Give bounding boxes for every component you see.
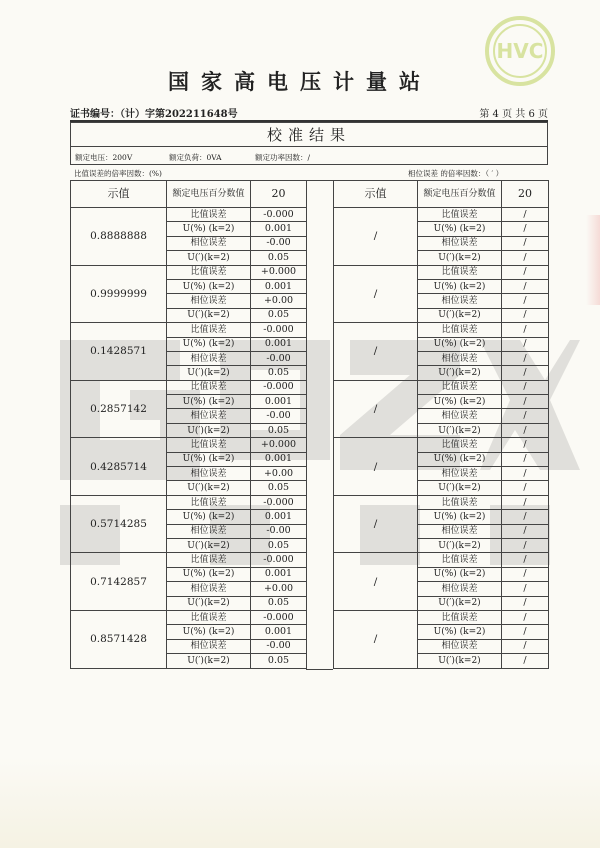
uncertainty-percent-value: 0.001 <box>251 222 307 236</box>
indication-value: 0.1428571 <box>71 323 167 381</box>
phase-multiplier: 相位误差 的倍率因数：（ ′ ） <box>408 169 504 178</box>
table-row <box>71 265 307 279</box>
page-bottom-shading <box>0 758 600 848</box>
phase-error-value: / <box>502 582 549 596</box>
phase-error-value: -0.00 <box>251 409 307 423</box>
uncertainty-minute-value: 0.05 <box>251 366 307 380</box>
phase-error-label: 相位误差 <box>418 294 502 308</box>
indication-value: / <box>334 380 418 438</box>
results-table-right <box>333 180 549 669</box>
indication-value: 0.5714285 <box>71 495 167 553</box>
table-row <box>71 380 307 394</box>
table-row <box>334 380 549 394</box>
ratio-error-value: +0.000 <box>251 438 307 452</box>
uncertainty-percent-value: 0.001 <box>251 625 307 639</box>
indication-value: / <box>334 208 418 266</box>
indication-value: 0.9999999 <box>71 265 167 323</box>
table-row <box>71 208 307 222</box>
ratio-error-value: / <box>502 380 549 394</box>
table-row <box>334 495 549 509</box>
phase-error-label: 相位误差 <box>167 582 251 596</box>
uncertainty-minute-value: 0.05 <box>251 654 307 668</box>
phase-error-value: / <box>502 351 549 365</box>
uncertainty-percent-label: U(%) (k=2) <box>418 395 502 409</box>
table-row <box>71 323 307 337</box>
ratio-error-label: 比值误差 <box>167 323 251 337</box>
indication-value: / <box>334 323 418 381</box>
uncertainty-minute-value: / <box>502 481 549 495</box>
uncertainty-percent-value: / <box>502 452 549 466</box>
multiplier-row <box>70 166 548 179</box>
phase-error-label: 相位误差 <box>167 294 251 308</box>
table-row <box>334 553 549 567</box>
ratio-error-value: -0.000 <box>251 323 307 337</box>
rated-voltage: 额定电压：200V <box>75 153 133 162</box>
ratio-error-value: -0.000 <box>251 495 307 509</box>
phase-error-label: 相位误差 <box>418 582 502 596</box>
indication-header: 示值 <box>71 181 167 208</box>
table-row <box>334 208 549 222</box>
uncertainty-minute-label: U(′)(k=2) <box>418 308 502 322</box>
uncertainty-percent-value: / <box>502 337 549 351</box>
phase-error-value: / <box>502 294 549 308</box>
phase-error-label: 相位误差 <box>418 639 502 653</box>
phase-error-label: 相位误差 <box>418 351 502 365</box>
ratio-error-label: 比值误差 <box>418 208 502 222</box>
indication-value: / <box>334 265 418 323</box>
phase-error-value: -0.00 <box>251 639 307 653</box>
phase-error-label: 相位误差 <box>167 409 251 423</box>
ratio-error-label: 比值误差 <box>167 553 251 567</box>
ratio-error-label: 比值误差 <box>167 380 251 394</box>
ratio-error-value: / <box>502 323 549 337</box>
uncertainty-percent-label: U(%) (k=2) <box>167 222 251 236</box>
table-row <box>334 438 549 452</box>
uncertainty-minute-label: U(′)(k=2) <box>418 423 502 437</box>
ratio-error-label: 比值误差 <box>418 323 502 337</box>
phase-error-value: +0.00 <box>251 467 307 481</box>
page-indicator: 第 4 页 共 6 页 <box>479 109 548 120</box>
phase-error-label: 相位误差 <box>167 351 251 365</box>
uncertainty-minute-label: U(′)(k=2) <box>418 251 502 265</box>
ratio-error-label: 比值误差 <box>167 208 251 222</box>
uncertainty-percent-value: 0.001 <box>251 337 307 351</box>
ratio-error-value: -0.000 <box>251 208 307 222</box>
phase-error-value: / <box>502 409 549 423</box>
phase-error-label: 相位误差 <box>167 236 251 250</box>
uncertainty-minute-label: U(′)(k=2) <box>418 654 502 668</box>
uncertainty-minute-value: / <box>502 366 549 380</box>
phase-error-value: -0.00 <box>251 351 307 365</box>
phase-error-value: +0.00 <box>251 294 307 308</box>
phase-error-label: 相位误差 <box>418 236 502 250</box>
ratio-error-label: 比值误差 <box>167 265 251 279</box>
section-title: 校准结果 <box>70 122 548 146</box>
table-row <box>334 323 549 337</box>
uncertainty-percent-label: U(%) (k=2) <box>167 337 251 351</box>
uncertainty-minute-value: 0.05 <box>251 481 307 495</box>
table-gap <box>306 180 333 670</box>
rated-burden: 额定负荷：0VA <box>169 153 222 162</box>
percent-20-header: 20 <box>251 181 307 208</box>
ratio-error-value: / <box>502 208 549 222</box>
ratio-error-label: 比值误差 <box>167 495 251 509</box>
uncertainty-minute-value: / <box>502 654 549 668</box>
ratio-error-value: -0.000 <box>251 553 307 567</box>
uncertainty-percent-label: U(%) (k=2) <box>167 279 251 293</box>
phase-error-label: 相位误差 <box>418 467 502 481</box>
indication-value: 0.8571428 <box>71 610 167 668</box>
ratio-error-value: / <box>502 265 549 279</box>
uncertainty-percent-value: 0.001 <box>251 510 307 524</box>
uncertainty-percent-label: U(%) (k=2) <box>418 279 502 293</box>
percent-header: 额定电压百分数值 <box>418 181 502 208</box>
table-row <box>71 495 307 509</box>
table-row <box>71 438 307 452</box>
phase-error-label: 相位误差 <box>418 409 502 423</box>
uncertainty-minute-label: U(′)(k=2) <box>167 423 251 437</box>
indication-value: 0.8888888 <box>71 208 167 266</box>
uncertainty-percent-value: / <box>502 222 549 236</box>
uncertainty-percent-label: U(%) (k=2) <box>167 395 251 409</box>
uncertainty-minute-label: U(′)(k=2) <box>167 654 251 668</box>
uncertainty-percent-value: 0.001 <box>251 567 307 581</box>
uncertainty-minute-label: U(′)(k=2) <box>167 538 251 552</box>
indication-value: / <box>334 553 418 611</box>
indication-value: / <box>334 495 418 553</box>
uncertainty-minute-value: / <box>502 538 549 552</box>
indication-value: 0.7142857 <box>71 553 167 611</box>
uncertainty-percent-label: U(%) (k=2) <box>418 510 502 524</box>
organization-title: 国家高电压计量站 <box>168 69 432 94</box>
uncertainty-minute-value: 0.05 <box>251 423 307 437</box>
table-row <box>71 553 307 567</box>
uncertainty-percent-label: U(%) (k=2) <box>167 510 251 524</box>
phase-error-value: -0.00 <box>251 524 307 538</box>
rated-parameters <box>70 146 548 165</box>
ratio-multiplier: 比值误差的倍率因数：(%) <box>74 169 162 178</box>
phase-error-label: 相位误差 <box>167 467 251 481</box>
uncertainty-minute-label: U(′)(k=2) <box>167 481 251 495</box>
ratio-error-value: / <box>502 438 549 452</box>
ratio-error-label: 比值误差 <box>418 495 502 509</box>
ratio-error-value: -0.000 <box>251 380 307 394</box>
ratio-error-label: 比值误差 <box>418 265 502 279</box>
uncertainty-percent-value: 0.001 <box>251 395 307 409</box>
ratio-error-value: / <box>502 553 549 567</box>
header-row <box>334 181 549 208</box>
uncertainty-minute-label: U(′)(k=2) <box>167 366 251 380</box>
uncertainty-percent-label: U(%) (k=2) <box>167 452 251 466</box>
uncertainty-minute-label: U(′)(k=2) <box>418 596 502 610</box>
ratio-error-label: 比值误差 <box>418 380 502 394</box>
uncertainty-minute-value: / <box>502 596 549 610</box>
uncertainty-percent-value: / <box>502 567 549 581</box>
table-row <box>71 610 307 624</box>
phase-error-value: +0.00 <box>251 582 307 596</box>
phase-error-label: 相位误差 <box>167 524 251 538</box>
phase-error-label: 相位误差 <box>418 524 502 538</box>
uncertainty-minute-label: U(′)(k=2) <box>418 538 502 552</box>
ratio-error-label: 比值误差 <box>418 438 502 452</box>
percent-header: 额定电压百分数值 <box>167 181 251 208</box>
certificate-line <box>70 104 548 122</box>
indication-value: 0.2857142 <box>71 380 167 438</box>
table-row <box>334 265 549 279</box>
uncertainty-minute-label: U(′)(k=2) <box>418 366 502 380</box>
uncertainty-percent-value: / <box>502 395 549 409</box>
indication-value: / <box>334 610 418 668</box>
uncertainty-percent-label: U(%) (k=2) <box>418 567 502 581</box>
rated-power-factor: 额定功率因数：/ <box>255 153 311 162</box>
phase-error-value: -0.00 <box>251 236 307 250</box>
uncertainty-minute-value: 0.05 <box>251 596 307 610</box>
ratio-error-label: 比值误差 <box>167 610 251 624</box>
uncertainty-percent-label: U(%) (k=2) <box>167 625 251 639</box>
ratio-error-value: +0.000 <box>251 265 307 279</box>
uncertainty-minute-label: U(′)(k=2) <box>418 481 502 495</box>
uncertainty-minute-value: 0.05 <box>251 538 307 552</box>
certificate-number: 证书编号：（计）字第202211648号 <box>70 109 238 120</box>
uncertainty-minute-label: U(′)(k=2) <box>167 251 251 265</box>
ratio-error-value: / <box>502 610 549 624</box>
uncertainty-percent-value: / <box>502 625 549 639</box>
uncertainty-minute-value: / <box>502 308 549 322</box>
uncertainty-minute-value: 0.05 <box>251 251 307 265</box>
uncertainty-percent-label: U(%) (k=2) <box>418 452 502 466</box>
uncertainty-minute-value: / <box>502 251 549 265</box>
uncertainty-percent-value: / <box>502 510 549 524</box>
phase-error-value: / <box>502 467 549 481</box>
table-row <box>334 610 549 624</box>
indication-value: / <box>334 438 418 496</box>
uncertainty-minute-label: U(′)(k=2) <box>167 596 251 610</box>
percent-20-header: 20 <box>502 181 549 208</box>
results-table-left <box>70 180 307 669</box>
ratio-error-label: 比值误差 <box>418 553 502 567</box>
phase-error-value: / <box>502 639 549 653</box>
phase-error-label: 相位误差 <box>167 639 251 653</box>
phase-error-value: / <box>502 524 549 538</box>
uncertainty-minute-label: U(′)(k=2) <box>167 308 251 322</box>
indication-value: 0.4285714 <box>71 438 167 496</box>
uncertainty-percent-label: U(%) (k=2) <box>418 337 502 351</box>
uncertainty-minute-value: 0.05 <box>251 308 307 322</box>
logo-text: HVC <box>496 39 544 63</box>
uncertainty-percent-label: U(%) (k=2) <box>167 567 251 581</box>
ratio-error-label: 比值误差 <box>167 438 251 452</box>
uncertainty-percent-label: U(%) (k=2) <box>418 625 502 639</box>
ratio-error-value: / <box>502 495 549 509</box>
header-row <box>71 181 307 208</box>
ratio-error-label: 比值误差 <box>418 610 502 624</box>
ratio-error-value: -0.000 <box>251 610 307 624</box>
uncertainty-percent-label: U(%) (k=2) <box>418 222 502 236</box>
uncertainty-percent-value: / <box>502 279 549 293</box>
uncertainty-percent-value: 0.001 <box>251 452 307 466</box>
uncertainty-percent-value: 0.001 <box>251 279 307 293</box>
indication-header: 示值 <box>334 181 418 208</box>
uncertainty-minute-value: / <box>502 423 549 437</box>
seal-stamp-edge <box>586 215 600 305</box>
phase-error-value: / <box>502 236 549 250</box>
